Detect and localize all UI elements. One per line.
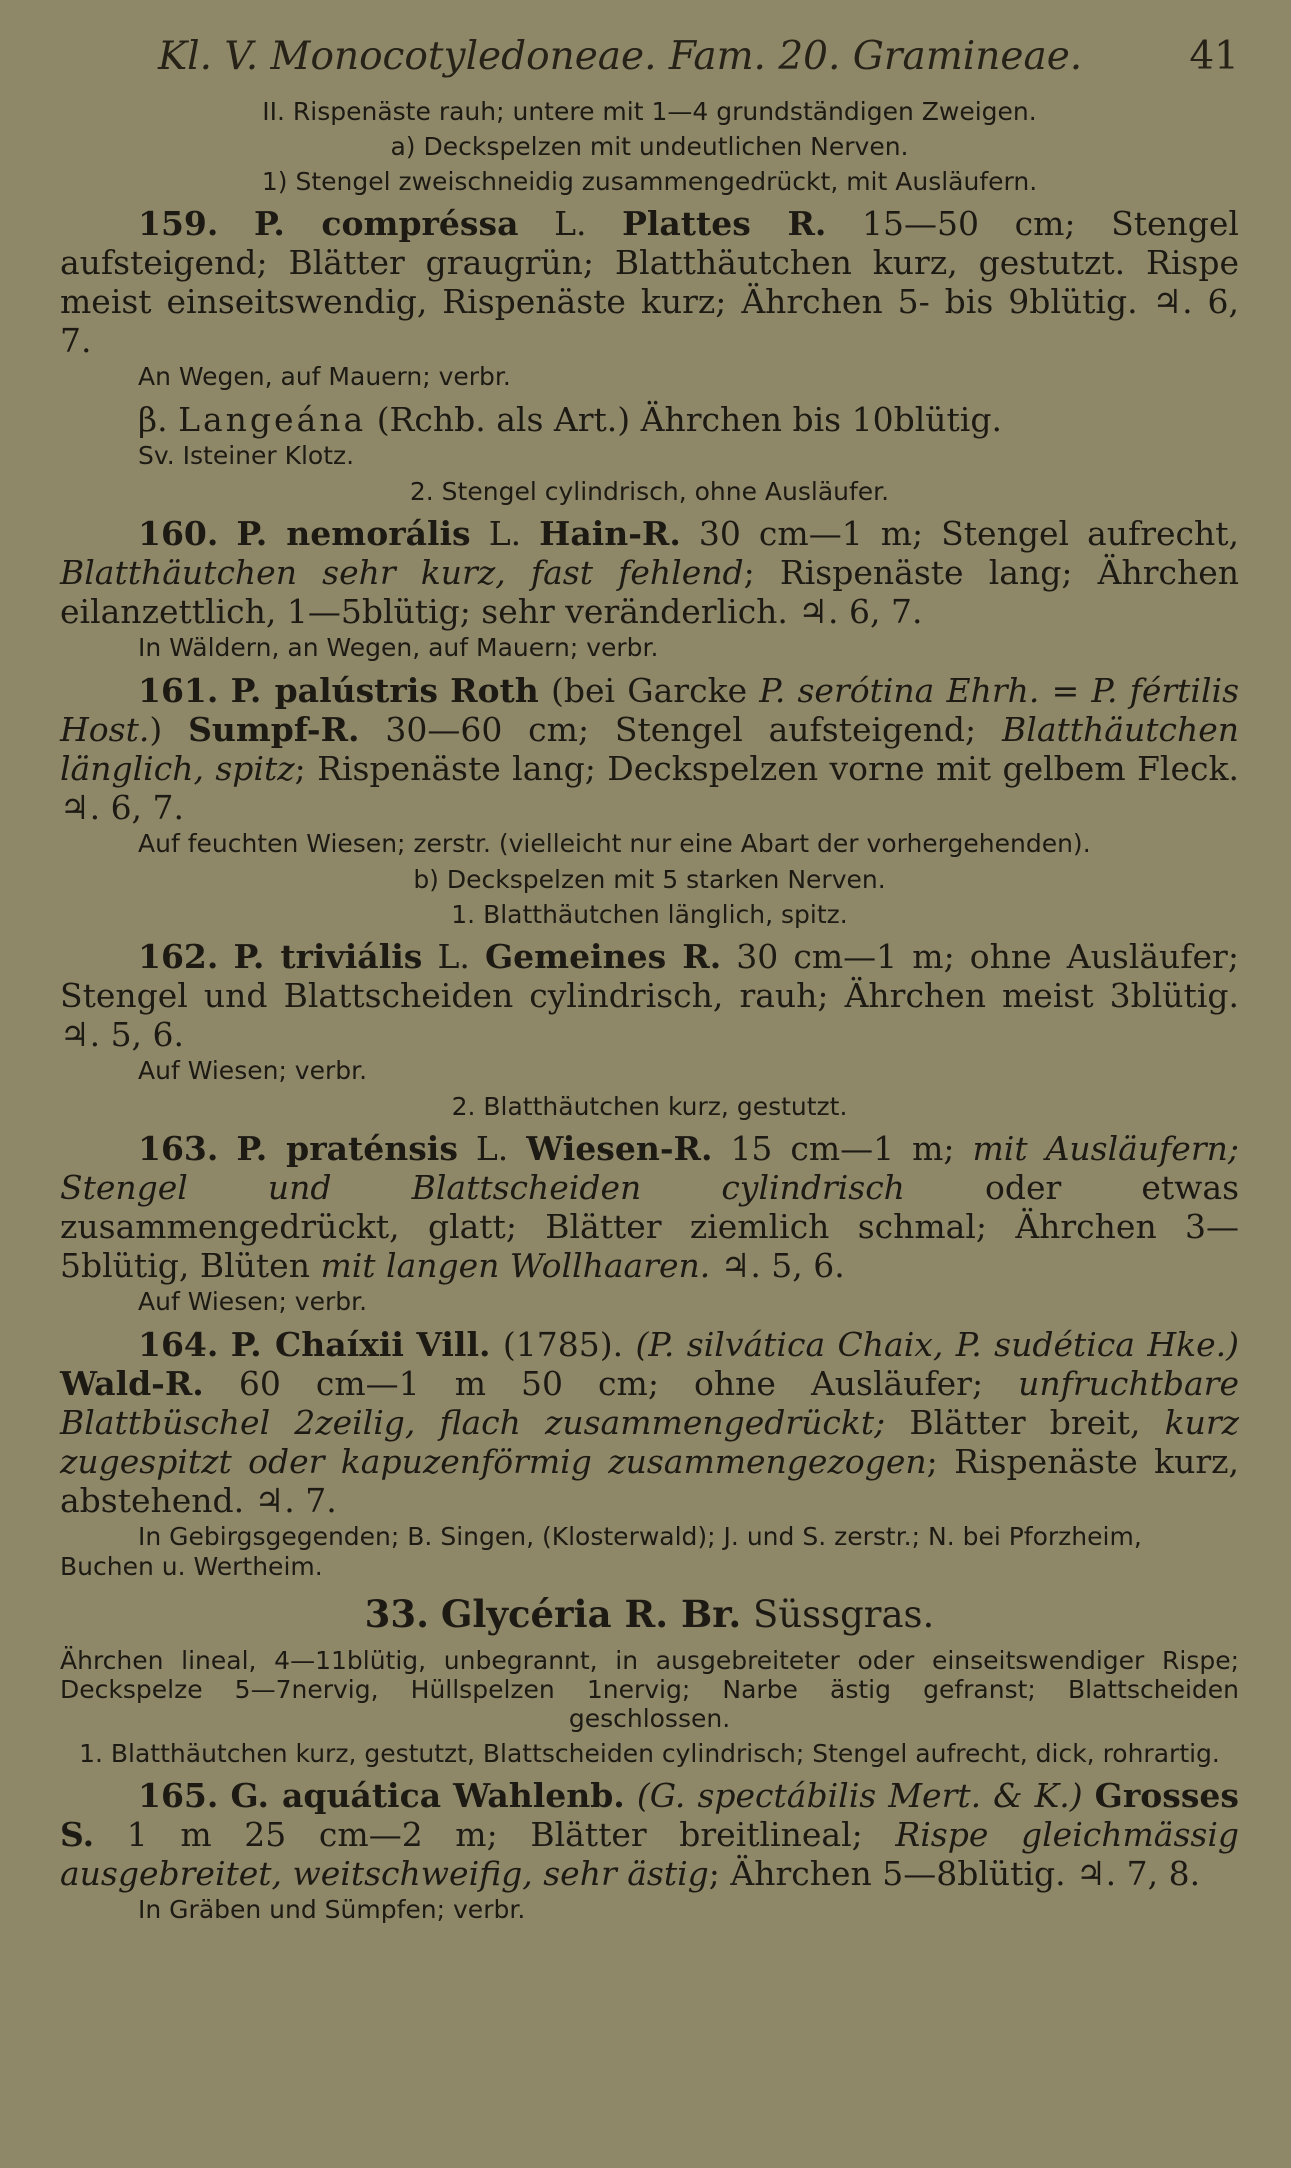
species-name: P. triviális: [233, 937, 423, 976]
species-number: 165.: [138, 1776, 219, 1815]
synonym: P. serótina Ehrh. = P. fértilis Host.: [60, 671, 1240, 749]
species-number: 163.: [138, 1129, 219, 1168]
species-description-italic: unfruchtbare Blattbüschel 2zeilig, flach zusammengedrückt;: [60, 1364, 1239, 1442]
key-b: b) Deckspelzen mit 5 starken Nerven.: [413, 865, 886, 894]
key-2b: 2. Blatthäutchen kurz, gestutzt.: [451, 1092, 848, 1121]
locality: In Gräben und Sümpfen; verbr.: [138, 1895, 526, 1924]
species-number: 164.: [138, 1325, 219, 1364]
variety-name: Langeána: [178, 400, 367, 439]
locality: Sv. Isteiner Klotz.: [138, 441, 355, 470]
species-description: 30—60 cm; Stengel aufsteigend;: [385, 710, 977, 749]
species-author: L.: [437, 937, 470, 976]
key-1c: 1. Blatthäutchen kurz, gestutzt, Blattscheiden cylindrisch; Stengel aufrecht, dick, rohrartig.: [79, 1739, 1220, 1768]
variety-symbol: β.: [138, 400, 168, 439]
species-description-italic: Rispe gleichmässig ausgebreitet, weitschweifig, sehr ästig: [60, 1815, 1239, 1893]
genus-number: 33.: [364, 1592, 430, 1636]
species-164: [60, 1325, 1239, 1520]
locality: Auf feuchten Wiesen; zerstr. (vielleicht nur eine Abart der vorhergehenden).: [138, 829, 1091, 858]
synonym-prefix: (bei Garcke: [551, 671, 748, 710]
genus-description: Ährchen lineal, 4—11blütig, unbegrannt, in ausgebreiteter oder einseitswendiger Rispe; Deckspelze 5—7nervig, Hüllspelzen 1nervig; Narbe ästig gefranst; Blattscheiden geschlossen.: [60, 1646, 1239, 1733]
species-number: 162.: [138, 937, 219, 976]
header-title: Kl. V. Monocotyledoneae. Fam. 20. Gramineae.: [158, 34, 1083, 79]
vernacular-name: Wald-R.: [60, 1364, 204, 1403]
running-head: [158, 34, 1239, 79]
locality: Auf Wiesen; verbr.: [138, 1056, 368, 1085]
locality: An Wegen, auf Mauern; verbr.: [138, 362, 511, 391]
species-165: [60, 1776, 1239, 1893]
species-description: ; Rispenäste lang; Ährchen eilanzettlich, 1—5blütig; sehr veränderlich. ♃. 6, 7.: [60, 553, 1239, 631]
locality: In Wäldern, an Wegen, auf Mauern; verbr.: [138, 633, 659, 662]
key-1b: 1. Blatthäutchen länglich, spitz.: [451, 900, 848, 929]
page-number: 41: [1189, 34, 1239, 79]
species-description: 15 cm—1 m;: [730, 1129, 955, 1168]
species-description: ; Rispenäste lang; Deckspelzen vorne mit gelbem Fleck. ♃. 6, 7.: [60, 749, 1239, 827]
variety-description: Ährchen bis 10blütig.: [640, 400, 1002, 439]
species-description-italic: mit Ausläufern; Stengel und Blattscheiden cylindrisch: [60, 1129, 1239, 1207]
key-a: a) Deckspelzen mit undeutlichen Nerven.: [390, 132, 909, 161]
species-author: L.: [488, 514, 522, 553]
species-number: 161.: [138, 671, 219, 710]
variety-author: (Rchb. als Art.): [376, 400, 631, 439]
species-author: L.: [554, 204, 587, 243]
species-description-italic: Blatthäutchen sehr kurz, fast fehlend: [60, 553, 744, 592]
vernacular-name: Wiesen-R.: [526, 1129, 713, 1168]
species-name: P. nemorális: [236, 514, 471, 553]
species-161: [60, 671, 1239, 827]
vernacular-name: Grosses S.: [60, 1776, 1239, 1854]
species-description: 1 m 25 cm—2 m; Blätter breitlineal;: [126, 1815, 863, 1854]
key-1a: 1) Stengel zweischneidig zusammengedrückt, mit Ausläufern.: [261, 167, 1038, 196]
species-author: Roth: [450, 671, 539, 710]
species-162: [60, 937, 1239, 1054]
species-description-italic: mit langen Wollhaaren.: [320, 1246, 711, 1285]
species-description: ; Rispenäste kurz, abstehend. ♃. 7.: [60, 1442, 1239, 1520]
species-name: P. palústris: [230, 671, 438, 710]
genus-heading: [60, 1592, 1239, 1636]
species-description: 60 cm—1 m 50 cm; ohne Ausläufer;: [238, 1364, 984, 1403]
synonym-close: ): [149, 710, 163, 749]
species-description: oder etwas zusammengedrückt, glatt; Blätter ziemlich schmal; Ährchen 3—5blütig, Blüten: [60, 1168, 1239, 1285]
species-name: P. praténsis: [236, 1129, 458, 1168]
species-name: P. compréssa: [253, 204, 519, 243]
species-author: L.: [475, 1129, 509, 1168]
species-name: P. Chaíxii: [230, 1325, 404, 1364]
vernacular-name: Hain-R.: [539, 514, 681, 553]
species-number: 160.: [138, 514, 219, 553]
species-159: [60, 204, 1239, 360]
species-name: G. aquática: [230, 1776, 442, 1815]
species-description: 30 cm—1 m; Stengel aufrecht,: [698, 514, 1239, 553]
synonym: (P. silvática Chaix, P. sudética Hke.): [635, 1325, 1240, 1364]
species-description: 30 cm—1 m; ohne Ausläufer; Stengel und Blattscheiden cylindrisch, rauh; Ährchen meist 3blütig. ♃. 5, 6.: [60, 937, 1239, 1054]
species-description: ; Ährchen 5—8blütig. ♃. 7, 8.: [708, 1854, 1201, 1893]
species-160: [60, 514, 1239, 631]
species-description-italic: kurz zugespitzt oder kapuzenförmig zusammengezogen: [60, 1403, 1239, 1481]
variety-langeana: [138, 400, 1239, 439]
vernacular-name: Gemeines R.: [484, 937, 722, 976]
species-163: [60, 1129, 1239, 1285]
locality: In Gebirgsgegenden; B. Singen, (Klosterwald); J. und S. zerstr.; N. bei Pforzheim, Buchen u. Wertheim.: [60, 1522, 1142, 1581]
species-author: Vill.: [416, 1325, 491, 1364]
species-number: 159.: [138, 204, 219, 243]
species-description: 15—50 cm; Stengel aufsteigend; Blätter graugrün; Blatthäutchen kurz, gestutzt. Rispe meist einseitswendig, Rispenäste kurz; Ährchen 5- bis 9blütig. ♃. 6, 7.: [60, 204, 1239, 360]
species-year: (1785).: [502, 1325, 624, 1364]
key-II: II. Rispenäste rauh; untere mit 1—4 grundständigen Zweigen.: [262, 97, 1037, 126]
species-description: Blätter breit,: [909, 1403, 1141, 1442]
vernacular-name: Sumpf-R.: [188, 710, 360, 749]
key-2a: 2. Stengel cylindrisch, ohne Ausläufer.: [409, 477, 890, 506]
synonym: (G. spectábilis Mert. & K.): [636, 1776, 1083, 1815]
locality: Auf Wiesen; verbr.: [138, 1287, 368, 1316]
vernacular-name: Plattes R.: [622, 204, 827, 243]
species-description-italic: Blatthäutchen länglich, spitz: [60, 710, 1239, 788]
genus-name: Glycéria R. Br.: [440, 1592, 742, 1636]
species-author: Wahlenb.: [453, 1776, 625, 1815]
genus-vernacular: Süssgras.: [752, 1593, 935, 1636]
species-description: ♃. 5, 6.: [720, 1246, 845, 1285]
